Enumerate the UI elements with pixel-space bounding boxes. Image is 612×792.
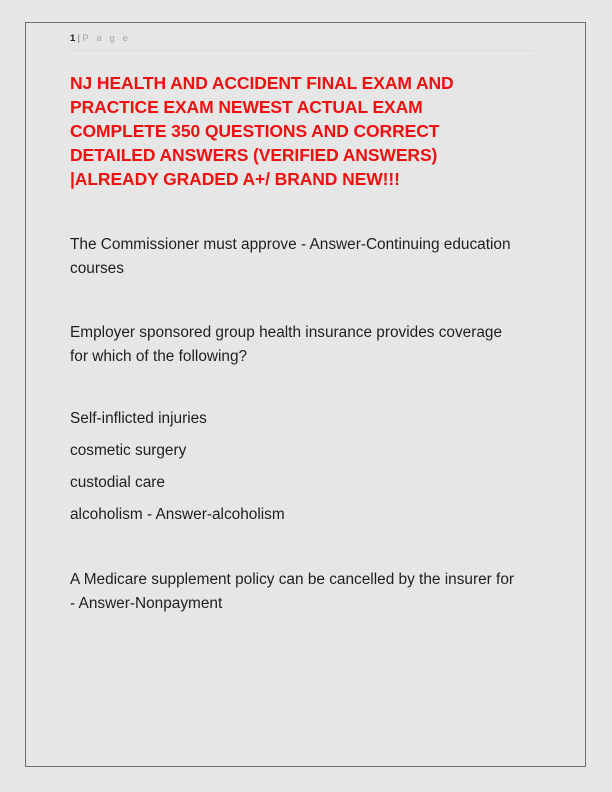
title-line: DETAILED ANSWERS (VERIFIED ANSWERS): [70, 145, 438, 165]
page-content-area: [70, 33, 563, 766]
answer-options-list: [70, 407, 563, 527]
page-header: [70, 33, 563, 48]
page-header-separator: |: [77, 33, 81, 44]
qa-block-medicare-supplement: A Medicare supplement policy can be cancelled by the insurer for - Answer-Nonpayment: [70, 571, 515, 612]
document-title: [70, 71, 502, 191]
list-item: custodial care: [70, 474, 165, 491]
list-item: alcoholism - Answer-alcoholism: [70, 506, 285, 523]
title-line: PRACTICE EXAM NEWEST ACTUAL EXAM: [70, 97, 423, 117]
list-item: cosmetic surgery: [70, 442, 187, 459]
page-sheet: [25, 22, 586, 767]
list-item: Self-inflicted injuries: [70, 410, 207, 427]
question-employer-group-health: Employer sponsored group health insurance provides coverage for which of the following?: [70, 324, 503, 365]
title-line: NJ HEALTH AND ACCIDENT FINAL EXAM AND: [70, 73, 454, 93]
header-divider: [70, 50, 535, 51]
page-number: 1: [70, 33, 76, 44]
page-header-label: P a g e: [82, 33, 131, 44]
title-line: COMPLETE 350 QUESTIONS AND CORRECT: [70, 121, 440, 141]
qa-block-commissioner: The Commissioner must approve - Answer-Continuing education courses: [70, 236, 511, 277]
title-line: |ALREADY GRADED A+/ BRAND NEW!!!: [70, 169, 400, 189]
